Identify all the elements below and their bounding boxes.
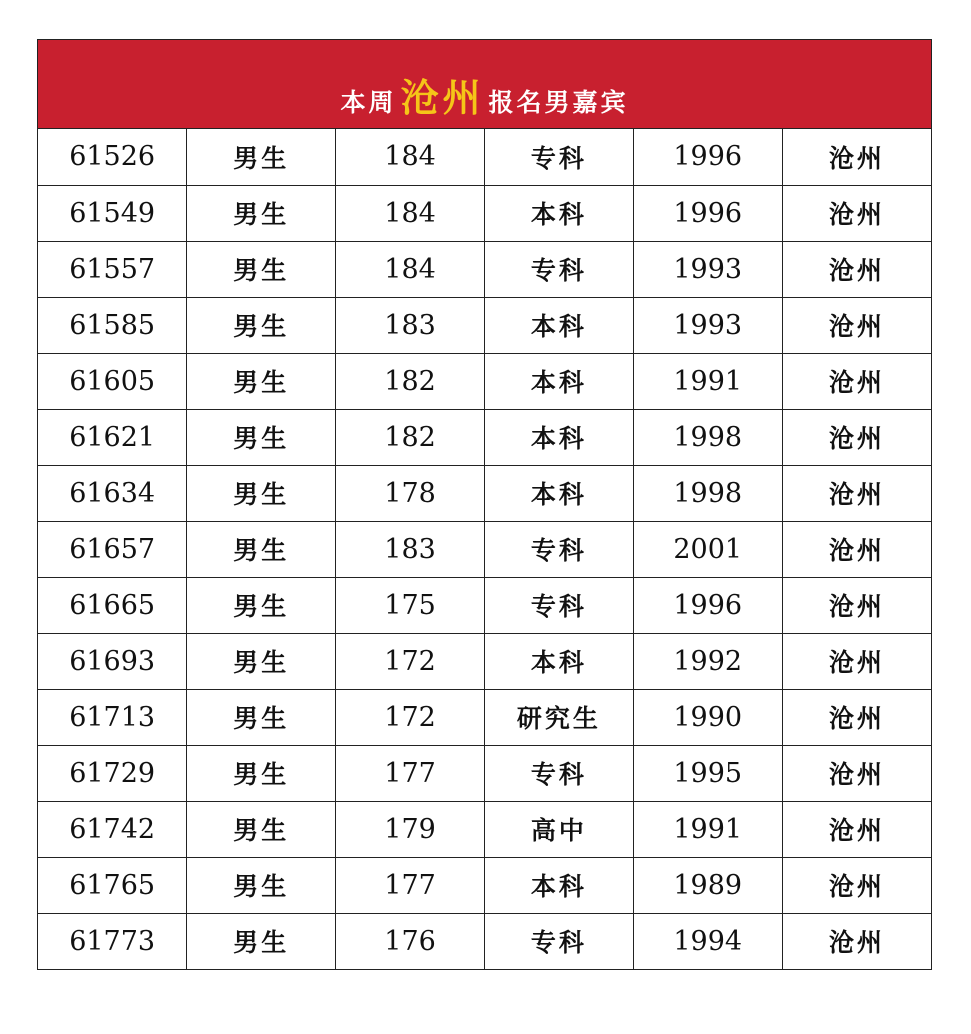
table-row (38, 297, 931, 353)
cell-birth-year: 1993 (633, 241, 782, 297)
cell-education: 本科 (484, 465, 633, 521)
cell-birth-year: 1992 (633, 633, 782, 689)
cell-city: 沧州 (782, 297, 931, 353)
cell-city: 沧州 (782, 577, 931, 633)
cell-education: 高中 (484, 801, 633, 857)
table-row (38, 577, 931, 633)
cell-city: 沧州 (782, 129, 931, 185)
cell-birth-year: 1996 (633, 129, 782, 185)
table-row (38, 913, 931, 969)
cell-birth-year: 2001 (633, 521, 782, 577)
cell-height: 183 (336, 297, 485, 353)
cell-education: 本科 (484, 409, 633, 465)
cell-height: 177 (336, 745, 485, 801)
cell-height: 178 (336, 465, 485, 521)
table-row (38, 185, 931, 241)
cell-gender: 男生 (187, 185, 336, 241)
cell-id: 61657 (38, 521, 187, 577)
cell-gender: 男生 (187, 633, 336, 689)
cell-gender: 男生 (187, 745, 336, 801)
cell-id: 61665 (38, 577, 187, 633)
cell-gender: 男生 (187, 465, 336, 521)
cell-birth-year: 1996 (633, 185, 782, 241)
cell-id: 61605 (38, 353, 187, 409)
cell-education: 本科 (484, 185, 633, 241)
cell-education: 专科 (484, 577, 633, 633)
cell-height: 172 (336, 689, 485, 745)
cell-city: 沧州 (782, 241, 931, 297)
cell-height: 184 (336, 185, 485, 241)
cell-height: 184 (336, 129, 485, 185)
title-prefix: 本周 (340, 87, 397, 117)
table-row (38, 801, 931, 857)
table-row (38, 465, 931, 521)
cell-city: 沧州 (782, 521, 931, 577)
cell-gender: 男生 (187, 913, 336, 969)
cell-birth-year: 1990 (633, 689, 782, 745)
cell-height: 182 (336, 409, 485, 465)
cell-birth-year: 1996 (633, 577, 782, 633)
cell-height: 183 (336, 521, 485, 577)
cell-education: 专科 (484, 745, 633, 801)
cell-birth-year: 1993 (633, 297, 782, 353)
cell-city: 沧州 (782, 745, 931, 801)
cell-height: 175 (336, 577, 485, 633)
guest-table (38, 129, 931, 969)
cell-id: 61765 (38, 857, 187, 913)
cell-height: 184 (336, 241, 485, 297)
cell-birth-year: 1998 (633, 409, 782, 465)
table-row (38, 689, 931, 745)
cell-birth-year: 1998 (633, 465, 782, 521)
cell-city: 沧州 (782, 857, 931, 913)
cell-gender: 男生 (187, 801, 336, 857)
title-suffix: 报名男嘉宾 (488, 87, 629, 117)
cell-id: 61634 (38, 465, 187, 521)
cell-education: 专科 (484, 521, 633, 577)
cell-city: 沧州 (782, 465, 931, 521)
cell-gender: 男生 (187, 577, 336, 633)
cell-height: 179 (336, 801, 485, 857)
cell-education: 专科 (484, 913, 633, 969)
cell-city: 沧州 (782, 633, 931, 689)
cell-birth-year: 1991 (633, 353, 782, 409)
table-row (38, 745, 931, 801)
table-row (38, 129, 931, 185)
cell-gender: 男生 (187, 353, 336, 409)
cell-gender: 男生 (187, 409, 336, 465)
cell-id: 61526 (38, 129, 187, 185)
cell-education: 本科 (484, 353, 633, 409)
cell-education: 专科 (484, 129, 633, 185)
cell-id: 61557 (38, 241, 187, 297)
cell-id: 61621 (38, 409, 187, 465)
title-city-highlight: 沧州 (400, 74, 485, 120)
table-row (38, 409, 931, 465)
cell-gender: 男生 (187, 857, 336, 913)
table-row (38, 633, 931, 689)
cell-education: 专科 (484, 241, 633, 297)
cell-id: 61693 (38, 633, 187, 689)
table-row (38, 241, 931, 297)
cell-city: 沧州 (828, 928, 885, 958)
cell-birth-year: 1995 (633, 745, 782, 801)
cell-id: 61549 (38, 185, 187, 241)
cell-city: 沧州 (782, 689, 931, 745)
page-title (340, 67, 628, 122)
guest-table-body (38, 129, 931, 969)
cell-education: 研究生 (484, 689, 633, 745)
table-row (38, 521, 931, 577)
cell-gender: 男生 (187, 297, 336, 353)
cell-height: 177 (336, 857, 485, 913)
table-row (38, 353, 931, 409)
cell-id: 61585 (38, 297, 187, 353)
cell-height: 172 (336, 633, 485, 689)
cell-height: 176 (336, 913, 485, 969)
cell-gender: 男生 (187, 241, 336, 297)
cell-city: 沧州 (782, 353, 931, 409)
cell-education: 本科 (484, 857, 633, 913)
table-row (38, 857, 931, 913)
cell-birth-year: 1994 (633, 913, 782, 969)
cell-gender: 男生 (187, 129, 336, 185)
cell-id: 61773 (38, 913, 187, 969)
cell-city: 沧州 (782, 409, 931, 465)
cell-birth-year: 1989 (633, 857, 782, 913)
cell-birth-year: 1991 (633, 801, 782, 857)
cell-id: 61713 (38, 689, 187, 745)
cell-education: 本科 (484, 297, 633, 353)
cell-education: 本科 (484, 633, 633, 689)
cell-city: 沧州 (782, 801, 931, 857)
cell-id: 61729 (38, 745, 187, 801)
cell-gender: 男生 (187, 521, 336, 577)
cell-gender: 男生 (187, 689, 336, 745)
cell-height: 182 (336, 353, 485, 409)
cell-city: 沧州 (782, 185, 931, 241)
title-banner (38, 40, 931, 129)
cell-id: 61742 (38, 801, 187, 857)
guest-table-card (37, 39, 932, 970)
